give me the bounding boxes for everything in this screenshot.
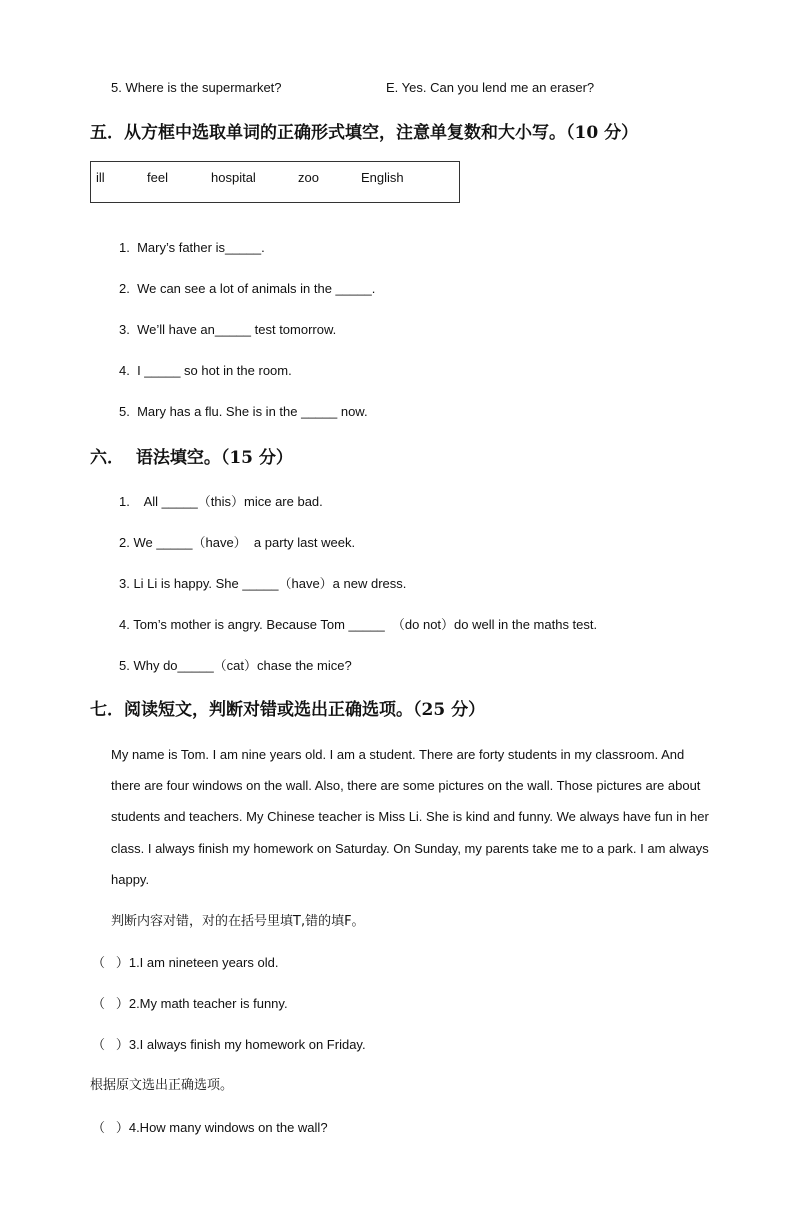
word-bank-item: hospital	[211, 170, 256, 185]
passage-line: students and teachers. My Chinese teacher is Miss Li. She is kind and funny. We always have fun in her	[111, 809, 709, 824]
passage-line: My name is Tom. I am nine years old. I am a student. There are forty students in my classroom. And	[111, 747, 685, 762]
section-7-heading: 七．阅读短文，判断对错或选出正确选项。（25 分）	[90, 700, 486, 720]
true-false-item: （ ）2.My math teacher is funny.	[92, 996, 288, 1011]
passage-line: class. I always finish my homework on Saturday. On Sunday, my parents take me to a park. I am always	[111, 841, 709, 856]
matching-answer-e: E. Yes. Can you lend me an eraser?	[386, 80, 595, 95]
true-false-item: （ ）3.I always finish my homework on Friday.	[92, 1037, 366, 1052]
section-6-heading: 六． 语法填空。（15 分）	[90, 448, 293, 468]
section-5-heading: 五．从方框中选取单词的正确形式填空，注意单复数和大小写。（10 分）	[90, 123, 639, 143]
true-false-instruction: 判断内容对错，对的在括号里填T,错的填F。	[111, 914, 365, 929]
matching-question-5: 5. Where is the supermarket?	[111, 80, 282, 95]
word-bank-box	[90, 161, 460, 203]
passage-line: there are four windows on the wall. Also, there are some pictures on the wall. Those pictures are about	[111, 778, 701, 793]
fill-blank-item: 2. We can see a lot of animals in the _____.	[119, 281, 376, 296]
word-bank-item: zoo	[298, 170, 319, 185]
grammar-item: 4. Tom’s mother is angry. Because Tom _____ （do not）do well in the maths test.	[119, 617, 598, 632]
fill-blank-item: 4. I _____ so hot in the room.	[119, 363, 292, 378]
word-bank-item: English	[361, 170, 404, 185]
grammar-item: 3. Li Li is happy. She _____（have）a new dress.	[119, 576, 407, 591]
choice-instruction: 根据原文选出正确选项。	[90, 1078, 234, 1093]
fill-blank-item: 1. Mary’s father is_____.	[119, 240, 265, 255]
grammar-item: 2. We _____（have） a party last week.	[119, 535, 356, 550]
fill-blank-item: 3. We’ll have an_____ test tomorrow.	[119, 322, 337, 337]
choice-item: （ ）4.How many windows on the wall?	[92, 1120, 328, 1135]
grammar-item: 5. Why do_____（cat）chase the mice?	[119, 658, 352, 673]
word-bank-item: feel	[147, 170, 168, 185]
word-bank-item: ill	[96, 170, 105, 185]
fill-blank-item: 5. Mary has a flu. She is in the _____ now.	[119, 404, 368, 419]
true-false-item: （ ）1.I am nineteen years old.	[92, 955, 279, 970]
passage-line: happy.	[111, 872, 150, 887]
grammar-item: 1. All _____（this）mice are bad.	[119, 494, 323, 509]
